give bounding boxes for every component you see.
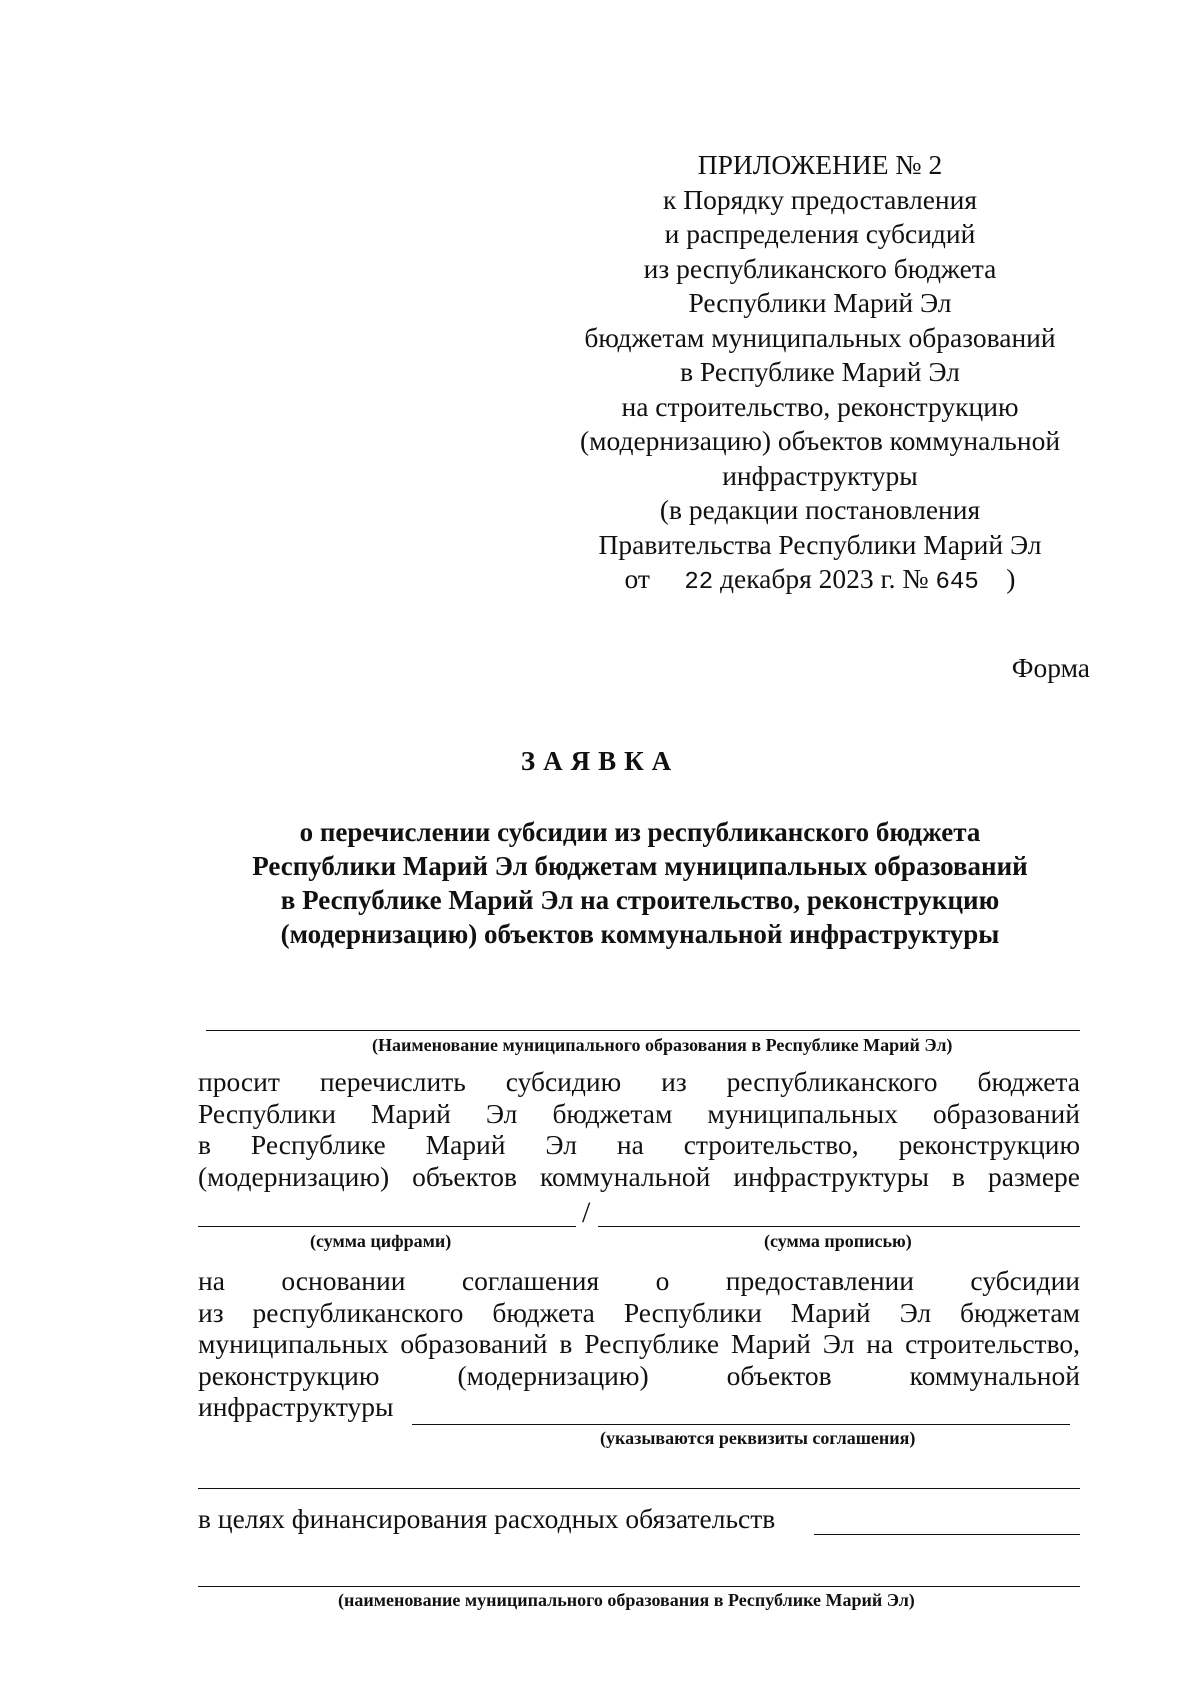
- paragraph-line: на основании соглашения о предоставлении субсидии: [198, 1265, 1080, 1296]
- paragraph-line: инфраструктуры: [198, 1391, 394, 1422]
- date-close: ): [1006, 563, 1016, 594]
- sum-words-caption: (сумма прописью): [764, 1231, 912, 1251]
- municipality-caption-top: (Наименование муниципального образования в Республике Марий Эл): [372, 1035, 953, 1055]
- appendix-line: бюджетам муниципальных образований: [584, 321, 1056, 353]
- paragraph-line: просит перечислить субсидию из республиканского бюджета: [198, 1066, 1080, 1097]
- municipality-caption-bottom: (наименование муниципального образования в Республике Марий Эл): [338, 1590, 915, 1610]
- appendix-line: в Республике Марий Эл: [680, 356, 960, 387]
- paragraph-line: из республиканского бюджета Республики Марий Эл бюджетам: [198, 1296, 1080, 1328]
- appendix-line: на строительство, реконструкцию: [621, 390, 1019, 422]
- sum-digits-field[interactable]: [198, 1226, 576, 1227]
- appendix-line: из республиканского бюджета: [643, 252, 997, 284]
- appendix-line: и распределения субсидий: [664, 218, 976, 249]
- sum-digits-caption: (сумма цифрами): [310, 1231, 452, 1251]
- form-label: Форма: [1011, 652, 1090, 683]
- subtitle-line: о перечислении субсидии из республиканского бюджета: [299, 817, 981, 847]
- subtitle-line: (модернизацию) объектов коммунальной инфраструктуры: [280, 919, 1000, 949]
- purpose-text: в целях финансирования расходных обязательств: [198, 1503, 776, 1534]
- paragraph-line: реконструкцию (модернизацию) объектов коммунальной: [198, 1359, 1080, 1391]
- subtitle-line: Республики Марий Эл бюджетам муниципальных образований: [252, 851, 1028, 881]
- date-prefix: от: [624, 563, 650, 594]
- sum-separator: /: [582, 1196, 591, 1229]
- date-day: 22: [684, 569, 714, 596]
- document-subtitle: [190, 815, 1090, 951]
- appendix-line: Правительства Республики Марий Эл: [598, 528, 1042, 560]
- appendix-line: инфраструктуры: [722, 459, 918, 491]
- purpose-field[interactable]: [814, 1534, 1080, 1535]
- appendix-line: к Порядку предоставления: [663, 183, 977, 215]
- agreement-details-extra-field[interactable]: [198, 1488, 1080, 1489]
- paragraph-request: [198, 1066, 1080, 1192]
- paragraph-line: муниципальных образований в Республике Марий Эл на строительство,: [198, 1328, 1080, 1359]
- appendix-line: (в редакции постановления: [659, 494, 981, 525]
- appendix-line: ПРИЛОЖЕНИЕ № 2: [697, 149, 943, 180]
- agreement-details-caption: (указываются реквизиты соглашения): [600, 1428, 916, 1448]
- agreement-details-field[interactable]: [412, 1424, 1070, 1425]
- appendix-date-line: [540, 562, 1100, 601]
- paragraph-agreement: [198, 1265, 1080, 1423]
- appendix-line: Республики Марий Эл: [688, 287, 952, 318]
- municipality-name-field-bottom[interactable]: [198, 1586, 1080, 1587]
- subtitle-line: в Республике Марий Эл на строительство, реконструкцию: [280, 885, 1000, 915]
- appendix-line: (модернизацию) объектов коммунальной: [579, 425, 1061, 456]
- appendix-header: [540, 148, 1100, 601]
- paragraph-line: в Республике Марий Эл на строительство, реконструкцию: [198, 1129, 1080, 1160]
- date-text: декабря 2023 г. №: [720, 563, 929, 594]
- municipality-name-field[interactable]: [206, 1030, 1080, 1031]
- document-title: ЗАЯВКА: [520, 746, 680, 776]
- paragraph-line: Республики Марий Эл бюджетам муниципальных образований: [198, 1097, 1080, 1129]
- paragraph-line: (модернизацию) объектов коммунальной инфраструктуры в размере: [198, 1160, 1080, 1192]
- sum-words-field[interactable]: [598, 1226, 1080, 1227]
- date-number: 645: [935, 569, 979, 596]
